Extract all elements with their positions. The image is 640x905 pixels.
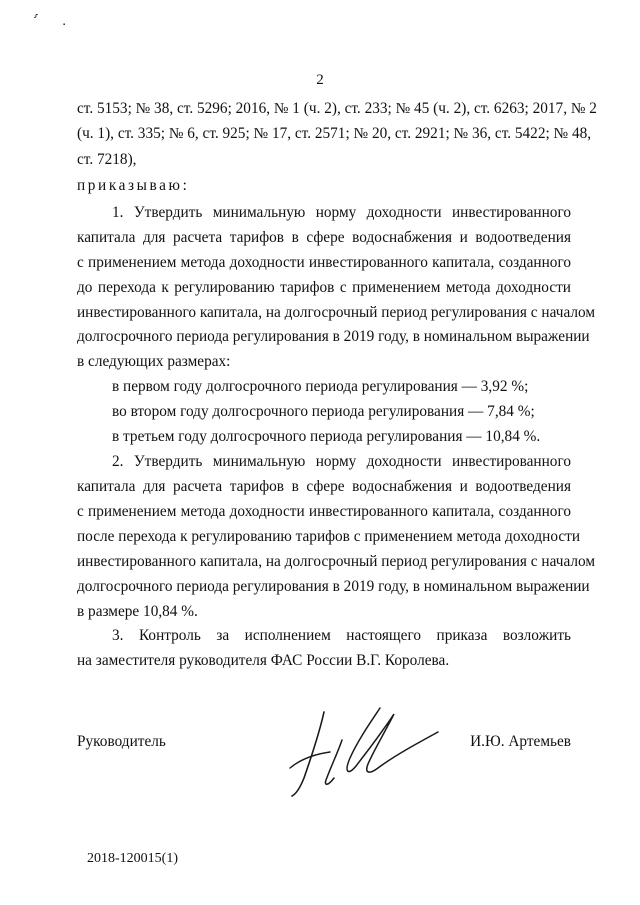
paragraph-2-line: в размере 10,84 %.	[77, 603, 198, 620]
paragraph-3-line: 3. Контроль за исполнением настоящего приказа возложить	[112, 627, 571, 644]
paragraph-1-line: в следующих размерах:	[77, 353, 231, 370]
paragraph-1-line: до перехода к регулированию тарифов с применением метода доходности	[77, 279, 571, 296]
signatory-title: Руководитель	[77, 733, 166, 750]
signature-stroke	[325, 740, 342, 784]
rate-year-1: в первом году долгосрочного периода регулирования — 3,92 %;	[112, 378, 529, 395]
paragraph-1-line: инвестированного капитала, на долгосрочный период регулирования с началом	[77, 304, 596, 321]
paragraph-2-line: капитала для расчета тарифов в сфере водоснабжения и водоотведения	[77, 478, 571, 495]
signatory-name: И.Ю. Артемьев	[470, 733, 571, 750]
scan-artifact-mark: ⸯ	[23, 13, 40, 31]
paragraph-2-line: инвестированного капитала, на долгосрочный период регулирования с началом	[77, 553, 596, 570]
page-number: 2	[316, 72, 324, 88]
paragraph-2-line: с применением метода доходности инвестированного капитала, созданного	[77, 503, 571, 520]
text-line: ст. 5153; № 38, ст. 5296; 2016, № 1 (ч. 2), ст. 233; № 45 (ч. 2), ст. 6263; 2017, № 2	[77, 100, 597, 117]
paragraph-1-line: с применением метода доходности инвестированного капитала, созданного	[77, 254, 571, 271]
paragraph-1-line: долгосрочного периода регулирования в 2019 году, в номинальном выражении	[77, 328, 590, 345]
paragraph-1-line: капитала для расчета тарифов в сфере водоснабжения и водоотведения	[77, 229, 571, 246]
rate-year-2: во втором году долгосрочного периода регулирования — 7,84 %;	[112, 403, 535, 420]
signature-stroke	[347, 708, 438, 772]
rate-year-3: в третьем году долгосрочного периода регулирования — 10,84 %.	[112, 428, 541, 445]
paragraph-2-line: после перехода к регулированию тарифов с применением метода доходности	[77, 528, 581, 545]
scan-artifact-dot: ▪	[63, 22, 66, 28]
order-keyword: приказываю:	[77, 177, 190, 194]
paragraph-2-line: долгосрочного периода регулирования в 2019 году, в номинальном выражении	[77, 578, 590, 595]
document-number: 2018-120015(1)	[87, 851, 178, 866]
handwritten-signature	[282, 700, 442, 800]
text-line: ст. 7218),	[77, 151, 137, 168]
text-line: (ч. 1), ст. 335; № 6, ст. 925; № 17, ст. 2571; № 20, ст. 2921; № 36, ст. 5422; № 48,	[77, 125, 592, 142]
paragraph-1-line: 1. Утвердить минимальную норму доходности инвестированного	[112, 204, 571, 221]
paragraph-3-line: на заместителя руководителя ФАС России В.Г. Королева.	[77, 652, 450, 669]
paragraph-2-line: 2. Утвердить минимальную норму доходности инвестированного	[112, 453, 571, 470]
